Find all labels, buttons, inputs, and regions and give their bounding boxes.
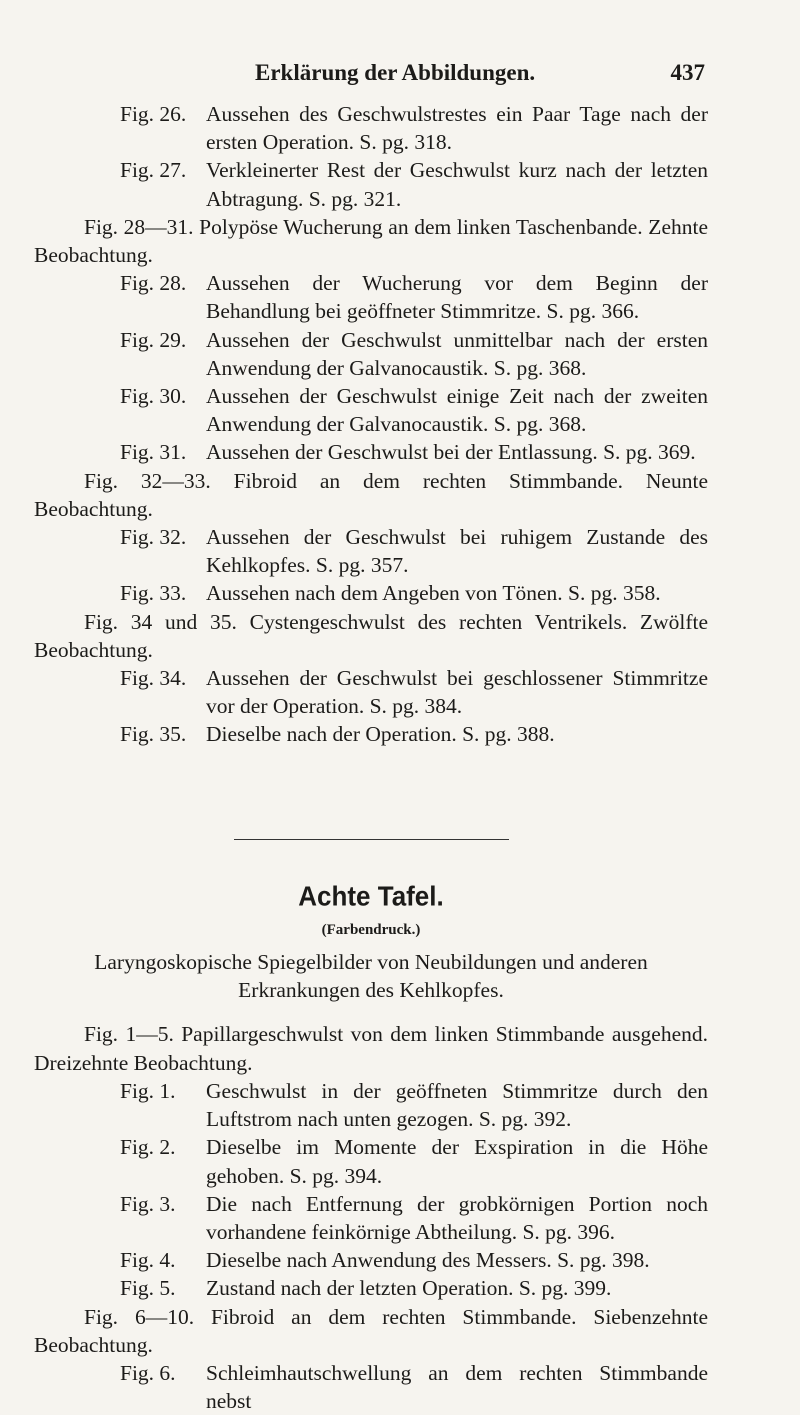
figure-entry	[34, 1133, 708, 1189]
figure-entry	[34, 1190, 708, 1246]
section-title: Achte Tafel.	[298, 879, 444, 912]
page-number: 437	[670, 60, 705, 85]
figure-caption: Aussehen des Geschwulstrestes ein Paar Tage nach der ersten Operation. S. pg. 318.	[206, 102, 708, 155]
figure-entry	[34, 720, 708, 748]
page-body	[34, 100, 708, 1415]
figure-entry	[34, 523, 708, 579]
section-description: Laryngoskopische Spiegelbilder von Neubildungen und anderen Erkrankungen des Kehlkopfes.	[94, 950, 648, 1003]
figure-number: Fig. 33.	[120, 581, 187, 606]
figure-group-heading: Fig. 6—10. Fibroid an dem rechten Stimmbande. Siebenzehnte Beobachtung.	[34, 1304, 708, 1357]
figure-number: Fig. 27.	[120, 158, 187, 183]
figure-entry	[34, 664, 708, 720]
section-divider	[234, 839, 509, 840]
figure-number: Fig. 28.	[120, 271, 187, 296]
figure-caption: Dieselbe nach Anwendung des Messers. S. pg. 398.	[206, 1248, 650, 1273]
figure-number: Fig. 2.	[120, 1135, 176, 1160]
figure-caption: Verkleinerter Rest der Geschwulst kurz nach der letzten Abtragung. S. pg. 321.	[206, 158, 708, 211]
figure-entry	[34, 438, 708, 466]
figure-caption: Aussehen der Geschwulst bei ruhigem Zustande des Kehlkopfes. S. pg. 357.	[206, 525, 708, 578]
figure-caption: Aussehen nach dem Angeben von Tönen. S. pg. 358.	[206, 581, 661, 606]
figure-caption: Geschwulst in der geöffneten Stimmritze durch den Luftstrom nach unten gezogen. S. pg. 392.	[206, 1078, 708, 1132]
figure-entry	[34, 326, 708, 382]
figure-caption: Die nach Entfernung der grobkörnigen Portion noch vorhandene feinkörnige Abtheilung. S. pg. 396.	[206, 1191, 708, 1244]
figure-entry	[34, 269, 708, 325]
figure-list-seventh-plate	[34, 100, 708, 749]
running-head-title: Erklärung der Abbildungen.	[255, 60, 536, 85]
figure-number: Fig. 30.	[120, 384, 187, 409]
figure-caption: Zustand nach der letzten Operation. S. pg. 399.	[206, 1276, 612, 1301]
figure-caption: Aussehen der Geschwulst einige Zeit nach der zweiten Anwendung der Galvanocaustik. S. pg. 368.	[206, 384, 708, 437]
figure-entry	[34, 1274, 708, 1302]
figure-number: Fig. 1.	[120, 1078, 176, 1103]
figure-caption: Dieselbe nach der Operation. S. pg. 388.	[206, 722, 555, 747]
figure-list-eighth-plate	[34, 1020, 708, 1415]
figure-number: Fig. 3.	[120, 1191, 176, 1216]
figure-entry	[34, 156, 708, 212]
figure-caption: Aussehen der Geschwulst bei geschlossener Stimmritze vor der Operation. S. pg. 384.	[206, 666, 708, 719]
figure-entry	[34, 100, 708, 156]
figure-number: Fig. 5.	[120, 1276, 176, 1301]
figure-number: Fig. 6.	[120, 1360, 176, 1385]
figure-number: Fig. 29.	[120, 327, 187, 352]
section-subtitle: (Farbendruck.)	[321, 921, 421, 938]
figure-number: Fig. 35.	[120, 722, 187, 747]
figure-number: Fig. 31.	[120, 440, 187, 465]
figure-entry	[34, 382, 708, 438]
figure-caption: Aussehen der Geschwulst unmittelbar nach der ersten Anwendung der Galvanocaustik. S. pg. 368.	[206, 327, 708, 380]
running-head	[255, 60, 705, 90]
figure-caption: Aussehen der Wucherung vor dem Beginn der Behandlung bei geöffneter Stimmritze. S. pg. 366.	[206, 271, 708, 324]
figure-group-heading: Fig. 28—31. Polypöse Wucherung an dem linken Taschenbande. Zehnte Beobachtung.	[34, 214, 708, 268]
figure-number: Fig. 34.	[120, 666, 187, 691]
figure-entry	[34, 1359, 708, 1415]
figure-number: Fig. 4.	[120, 1248, 176, 1273]
figure-caption: Schleimhautschwellung an dem rechten Stimmbande nebst	[206, 1360, 708, 1414]
figure-caption: Dieselbe im Momente der Exspiration in die Höhe gehoben. S. pg. 394.	[206, 1135, 708, 1188]
figure-number: Fig. 26.	[120, 102, 187, 126]
figure-number: Fig. 32.	[120, 525, 187, 550]
figure-entry	[34, 579, 708, 607]
figure-entry	[34, 1246, 708, 1274]
figure-group-heading: Fig. 34 und 35. Cystengeschwulst des rechten Ventrikels. Zwölfte Beobachtung.	[34, 609, 708, 662]
figure-caption: Aussehen der Geschwulst bei der Entlassung. S. pg. 369.	[206, 440, 696, 465]
figure-entry	[34, 1077, 708, 1133]
figure-group-heading: Fig. 1—5. Papillargeschwulst von dem linken Stimmbande ausgehend. Dreizehnte Beobachtung.	[34, 1022, 708, 1075]
figure-group-heading: Fig. 32—33. Fibroid an dem rechten Stimmbande. Neunte Beobachtung.	[34, 468, 708, 521]
